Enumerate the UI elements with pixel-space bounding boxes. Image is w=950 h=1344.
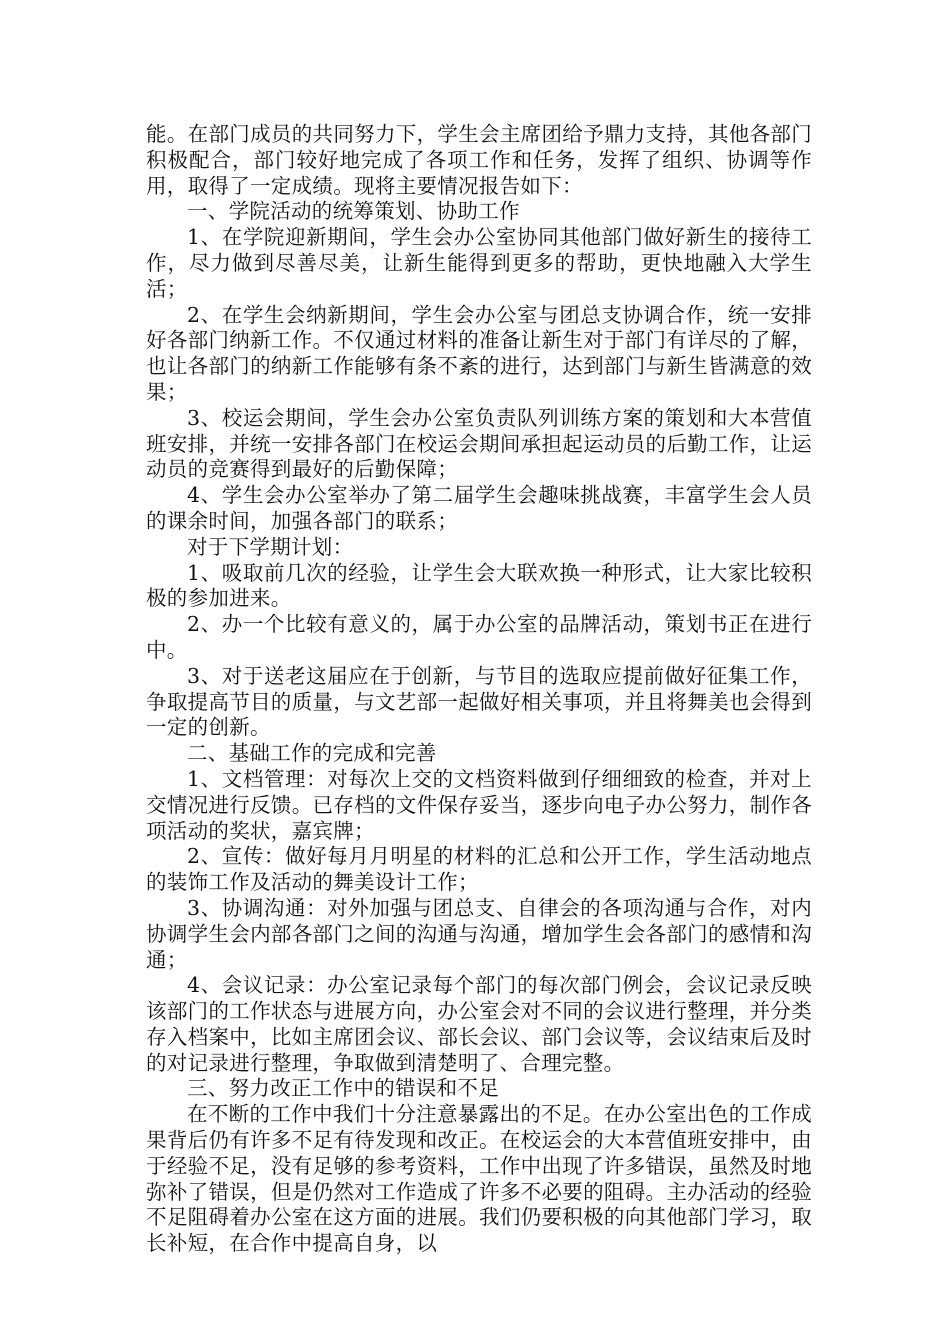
plan-heading: 对于下学期计划： — [187, 534, 354, 559]
section-heading-2: 二、基础工作的完成和完善 — [187, 741, 437, 766]
plan-item-1: 1、吸取前几次的经验，让学生会大联欢换一种形式，让大家比较积极的参加进来。 — [146, 560, 812, 611]
section-heading-1: 一、学院活动的统筹策划、协助工作 — [187, 199, 520, 224]
paragraph-3-1: 在不断的工作中我们十分注意暴露出的不足。在办公室出色的工作成果背后仍有许多不足有待发现和改正。在校运会的大本营值班安排中，由于经验不足，没有足够的参考资料，工作中出现了许多错误，虽然及时地弥补了错误，但是仍然对工作造成了许多不必要的阻碍。主办活动的经验不足阻碍着办公室在这方面的进展。我们仍要积极的向其他部门学习，取长补短，在合作中提高自身，以 — [146, 1102, 812, 1256]
plan-item-2: 2、办一个比较有意义的，属于办公室的品牌活动，策划书正在进行中。 — [146, 612, 812, 662]
paragraph-1-1: 1、在学院迎新期间，学生会办公室协同其他部门做好新生的接待工作，尽力做到尽善尽美，让新生能得到更多的帮助，更快地融入大学生活； — [146, 225, 812, 301]
paragraph-1-3: 3、校运会期间，学生会办公室负责队列训练方案的策划和大本营值班安排，并统一安排各部门在校运会期间承担起运动员的后勤工作，让运动员的竞赛得到最好的后勤保障； — [146, 405, 812, 482]
paragraph-2-2: 2、宣传：做好每月月明星的材料的汇总和公开工作，学生活动地点的装饰工作及活动的舞美设计工作； — [146, 844, 812, 895]
plan-item-3: 3、对于送老这届应在于创新，与节目的选取应提前做好征集工作，争取提高节目的质量，与文艺部一起做好相关事项，并且将舞美也会得到一定的创新。 — [146, 663, 812, 740]
paragraph-2-3: 3、协调沟通：对外加强与团总支、自律会的各项沟通与合作，对内协调学生会内部各部门之间的沟通与沟通，增加学生会各部门的感情和沟通； — [146, 895, 812, 972]
paragraph-2-1: 1、文档管理：对每次上交的文档资料做到仔细细致的检查，并对上交情况进行反馈。已存档的文件保存妥当，逐步向电子办公努力，制作各项活动的奖状，嘉宾牌； — [146, 766, 812, 843]
paragraph-1-4: 4、学生会办公室举办了第二届学生会趣味挑战赛，丰富学生会人员的课余时间，加强各部门的联系； — [146, 483, 812, 533]
document-body — [146, 122, 812, 1257]
paragraph-1-2: 2、在学生会纳新期间，学生会办公室与团总支协调合作，统一安排好各部门纳新工作。不仅通过材料的准备让新生对于部门有详尽的了解，也让各部门的纳新工作能够有条不紊的进行，达到部门与新生皆满意的效果； — [146, 302, 812, 404]
section-heading-3: 三、努力改正工作中的错误和不足 — [187, 1076, 499, 1101]
paragraph-intro: 能。在部门成员的共同努力下，学生会主席团给予鼎力支持，其他各部门积极配合，部门较好地完成了各项工作和任务，发挥了组织、协调等作用，取得了一定成绩。现将主要情况报告如下： — [146, 122, 812, 198]
paragraph-2-4: 4、会议记录：办公室记录每个部门的每次部门例会，会议记录反映该部门的工作状态与进展方向，办公室会对不同的会议进行整理，并分类存入档案中，比如主席团会议、部长会议、部门会议等，会议结束后及时的对记录进行整理，争取做到清楚明了、合理完整。 — [146, 973, 812, 1075]
